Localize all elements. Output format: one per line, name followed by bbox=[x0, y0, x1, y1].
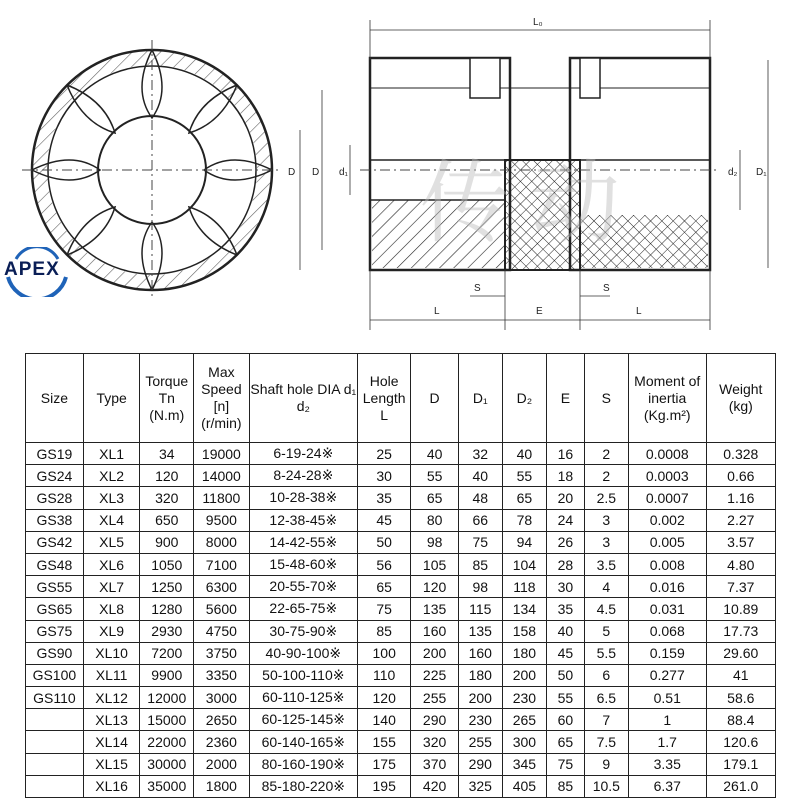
table-cell: 29.60 bbox=[706, 642, 775, 664]
table-cell: GS38 bbox=[26, 509, 84, 531]
dim-L-left: L bbox=[434, 306, 440, 317]
table-cell: XL2 bbox=[83, 465, 140, 487]
table-cell: 40 bbox=[411, 443, 458, 465]
table-cell: 0.005 bbox=[628, 531, 706, 553]
table-cell: 225 bbox=[411, 664, 458, 686]
table-cell: 60 bbox=[546, 709, 584, 731]
table-row bbox=[26, 664, 776, 686]
table-cell: GS90 bbox=[26, 642, 84, 664]
table-cell: 4 bbox=[584, 576, 628, 598]
table-cell: 120 bbox=[357, 687, 411, 709]
table-cell: 155 bbox=[357, 731, 411, 753]
table-cell: 6300 bbox=[194, 576, 250, 598]
coupling-drawing bbox=[0, 0, 800, 340]
table-cell: 180 bbox=[502, 642, 546, 664]
table-cell: 65 bbox=[502, 487, 546, 509]
table-cell: 85 bbox=[458, 553, 502, 575]
table-cell: 1280 bbox=[140, 598, 194, 620]
table-cell: 88.4 bbox=[706, 709, 775, 731]
table-cell: XL13 bbox=[83, 709, 140, 731]
table-cell: 85-180-220※ bbox=[249, 775, 357, 797]
dim-S-right: S bbox=[603, 283, 610, 294]
table-cell: 22-65-75※ bbox=[249, 598, 357, 620]
table-cell: 230 bbox=[502, 687, 546, 709]
table-cell: 35 bbox=[546, 598, 584, 620]
table-cell: 6.5 bbox=[584, 687, 628, 709]
table-row bbox=[26, 509, 776, 531]
table-cell: 200 bbox=[411, 642, 458, 664]
table-cell: 85 bbox=[546, 775, 584, 797]
table-cell: 30000 bbox=[140, 753, 194, 775]
table-cell: 7 bbox=[584, 709, 628, 731]
table-cell: 10.5 bbox=[584, 775, 628, 797]
dim-D1: D₁ bbox=[756, 167, 767, 178]
table-cell: GS48 bbox=[26, 553, 84, 575]
table-cell: 900 bbox=[140, 531, 194, 553]
dim-D-small: D bbox=[312, 167, 320, 178]
table-cell: 14-42-55※ bbox=[249, 531, 357, 553]
header-max-speed: Max Speed [n] (r/min) bbox=[194, 354, 250, 443]
table-cell: 25 bbox=[357, 443, 411, 465]
table-cell: 0.068 bbox=[628, 620, 706, 642]
table-cell: 265 bbox=[502, 709, 546, 731]
table-cell: 2.5 bbox=[584, 487, 628, 509]
table-cell: 3.57 bbox=[706, 531, 775, 553]
table-cell: 7.37 bbox=[706, 576, 775, 598]
table-cell: 2360 bbox=[194, 731, 250, 753]
table-cell: 0.51 bbox=[628, 687, 706, 709]
table-cell: 0.008 bbox=[628, 553, 706, 575]
table-cell: 65 bbox=[357, 576, 411, 598]
table-row bbox=[26, 465, 776, 487]
table-cell: 50-100-110※ bbox=[249, 664, 357, 686]
table-cell: 420 bbox=[411, 775, 458, 797]
table-row bbox=[26, 753, 776, 775]
table-cell: 40-90-100※ bbox=[249, 642, 357, 664]
table-cell: XL14 bbox=[83, 731, 140, 753]
header-D2: D₂ bbox=[502, 354, 546, 443]
table-cell: GS42 bbox=[26, 531, 84, 553]
table-cell: 75 bbox=[357, 598, 411, 620]
table-cell: 175 bbox=[357, 753, 411, 775]
table-cell: 45 bbox=[546, 642, 584, 664]
table-cell: 5600 bbox=[194, 598, 250, 620]
table-cell: XL10 bbox=[83, 642, 140, 664]
table-cell: 0.002 bbox=[628, 509, 706, 531]
table-cell: 104 bbox=[502, 553, 546, 575]
table-cell: 50 bbox=[546, 664, 584, 686]
table-cell: 370 bbox=[411, 753, 458, 775]
table-cell: 55 bbox=[546, 687, 584, 709]
table-cell: 4.80 bbox=[706, 553, 775, 575]
table-row bbox=[26, 620, 776, 642]
table-cell: 40 bbox=[502, 443, 546, 465]
table-cell: 30 bbox=[546, 576, 584, 598]
table-cell bbox=[26, 753, 84, 775]
table-cell: 3000 bbox=[194, 687, 250, 709]
table-cell: 290 bbox=[458, 753, 502, 775]
table-cell: XL8 bbox=[83, 598, 140, 620]
dim-d1: d₁ bbox=[339, 167, 348, 178]
table-cell: 3.5 bbox=[584, 553, 628, 575]
table-row bbox=[26, 443, 776, 465]
header-weight: Weight (kg) bbox=[706, 354, 775, 443]
table-cell: 24 bbox=[546, 509, 584, 531]
table-cell: 75 bbox=[458, 531, 502, 553]
table-cell: 120 bbox=[411, 576, 458, 598]
table-cell: 8-24-28※ bbox=[249, 465, 357, 487]
table-cell: XL16 bbox=[83, 775, 140, 797]
table-cell: 255 bbox=[458, 731, 502, 753]
table-cell: 30-75-90※ bbox=[249, 620, 357, 642]
table-cell: 10.89 bbox=[706, 598, 775, 620]
table-cell: 1800 bbox=[194, 775, 250, 797]
table-cell: 261.0 bbox=[706, 775, 775, 797]
table-cell: 28 bbox=[546, 553, 584, 575]
table-cell: 3750 bbox=[194, 642, 250, 664]
table-cell: 1.7 bbox=[628, 731, 706, 753]
table-cell: 94 bbox=[502, 531, 546, 553]
table-cell: 105 bbox=[411, 553, 458, 575]
table-cell: XL1 bbox=[83, 443, 140, 465]
table-cell: XL4 bbox=[83, 509, 140, 531]
table-cell: 120 bbox=[140, 465, 194, 487]
table-cell: XL9 bbox=[83, 620, 140, 642]
header-shaft-hole: Shaft hole DIA d₁ d₂ bbox=[249, 354, 357, 443]
table-cell: 20-55-70※ bbox=[249, 576, 357, 598]
table-cell: 135 bbox=[411, 598, 458, 620]
table-cell: 85 bbox=[357, 620, 411, 642]
table-header-row bbox=[26, 354, 776, 443]
header-D1: D₁ bbox=[458, 354, 502, 443]
table-cell: 58.6 bbox=[706, 687, 775, 709]
table-cell bbox=[26, 709, 84, 731]
dim-S-left: S bbox=[474, 283, 481, 294]
table-cell: 110 bbox=[357, 664, 411, 686]
table-cell: 255 bbox=[411, 687, 458, 709]
table-cell: 0.031 bbox=[628, 598, 706, 620]
table-cell: 0.0008 bbox=[628, 443, 706, 465]
table-cell: XL7 bbox=[83, 576, 140, 598]
table-cell: 3.35 bbox=[628, 753, 706, 775]
header-torque: Torque Tn (N.m) bbox=[140, 354, 194, 443]
header-inertia: Moment of inertia (Kg.m²) bbox=[628, 354, 706, 443]
table-cell: 1 bbox=[628, 709, 706, 731]
header-hole-length: Hole Length L bbox=[357, 354, 411, 443]
table-cell: 9900 bbox=[140, 664, 194, 686]
table-cell: 3350 bbox=[194, 664, 250, 686]
table-cell: GS24 bbox=[26, 465, 84, 487]
table-cell: 32 bbox=[458, 443, 502, 465]
dim-L-right: L bbox=[636, 306, 642, 317]
table-cell: 345 bbox=[502, 753, 546, 775]
table-cell: 80 bbox=[411, 509, 458, 531]
table-cell: 115 bbox=[458, 598, 502, 620]
table-row bbox=[26, 553, 776, 575]
table-cell bbox=[26, 731, 84, 753]
table-cell: 2930 bbox=[140, 620, 194, 642]
table-cell: 48 bbox=[458, 487, 502, 509]
table-cell: 6 bbox=[584, 664, 628, 686]
table-cell: 320 bbox=[140, 487, 194, 509]
table-cell: 98 bbox=[458, 576, 502, 598]
dim-E: E bbox=[536, 306, 543, 317]
table-cell: GS28 bbox=[26, 487, 84, 509]
table-cell: 5.5 bbox=[584, 642, 628, 664]
table-cell: 160 bbox=[458, 642, 502, 664]
table-cell: 2000 bbox=[194, 753, 250, 775]
table-cell: 1250 bbox=[140, 576, 194, 598]
table-cell: 78 bbox=[502, 509, 546, 531]
table-cell: XL3 bbox=[83, 487, 140, 509]
header-E: E bbox=[546, 354, 584, 443]
table-cell: 45 bbox=[357, 509, 411, 531]
table-cell: GS110 bbox=[26, 687, 84, 709]
table-cell: 134 bbox=[502, 598, 546, 620]
table-cell: 75 bbox=[546, 753, 584, 775]
table-cell: 2 bbox=[584, 465, 628, 487]
table-cell: 230 bbox=[458, 709, 502, 731]
table-row bbox=[26, 642, 776, 664]
table-cell: 160 bbox=[411, 620, 458, 642]
table-cell: 60-110-125※ bbox=[249, 687, 357, 709]
table-cell: 195 bbox=[357, 775, 411, 797]
spec-table bbox=[25, 353, 776, 798]
table-cell: 118 bbox=[502, 576, 546, 598]
table-cell: 60-125-145※ bbox=[249, 709, 357, 731]
table-cell bbox=[26, 775, 84, 797]
table-cell: 3 bbox=[584, 509, 628, 531]
dim-L0: L₀ bbox=[533, 17, 543, 28]
table-cell: 34 bbox=[140, 443, 194, 465]
table-cell: 1050 bbox=[140, 553, 194, 575]
table-cell: 325 bbox=[458, 775, 502, 797]
table-cell: 1.16 bbox=[706, 487, 775, 509]
table-row bbox=[26, 731, 776, 753]
table-cell: GS65 bbox=[26, 598, 84, 620]
table-cell: 158 bbox=[502, 620, 546, 642]
table-cell: 15-48-60※ bbox=[249, 553, 357, 575]
table-cell: 650 bbox=[140, 509, 194, 531]
table-cell: 80-160-190※ bbox=[249, 753, 357, 775]
table-cell: 40 bbox=[546, 620, 584, 642]
dim-D: D bbox=[288, 167, 296, 178]
table-cell: 4750 bbox=[194, 620, 250, 642]
table-cell: 135 bbox=[458, 620, 502, 642]
table-cell: 12-38-45※ bbox=[249, 509, 357, 531]
table-cell: 19000 bbox=[194, 443, 250, 465]
table-cell: 290 bbox=[411, 709, 458, 731]
table-cell: 0.0003 bbox=[628, 465, 706, 487]
table-cell: 65 bbox=[411, 487, 458, 509]
table-cell: 9500 bbox=[194, 509, 250, 531]
table-cell: 16 bbox=[546, 443, 584, 465]
table-cell: 180 bbox=[458, 664, 502, 686]
table-row bbox=[26, 487, 776, 509]
header-S: S bbox=[584, 354, 628, 443]
table-cell: 405 bbox=[502, 775, 546, 797]
table-cell: 5 bbox=[584, 620, 628, 642]
table-cell: 7100 bbox=[194, 553, 250, 575]
table-cell: 0.328 bbox=[706, 443, 775, 465]
table-cell: XL11 bbox=[83, 664, 140, 686]
table-cell: 200 bbox=[502, 664, 546, 686]
table-cell: GS75 bbox=[26, 620, 84, 642]
table-cell: 9 bbox=[584, 753, 628, 775]
table-cell: 30 bbox=[357, 465, 411, 487]
table-cell: 0.016 bbox=[628, 576, 706, 598]
table-row bbox=[26, 775, 776, 797]
table-cell: 40 bbox=[458, 465, 502, 487]
table-cell: 60-140-165※ bbox=[249, 731, 357, 753]
table-cell: 6-19-24※ bbox=[249, 443, 357, 465]
table-cell: GS55 bbox=[26, 576, 84, 598]
table-cell: 140 bbox=[357, 709, 411, 731]
table-cell: XL15 bbox=[83, 753, 140, 775]
table-cell: 65 bbox=[546, 731, 584, 753]
table-row bbox=[26, 576, 776, 598]
table-row bbox=[26, 531, 776, 553]
table-body bbox=[26, 443, 776, 798]
table-cell: XL5 bbox=[83, 531, 140, 553]
table-cell: 35 bbox=[357, 487, 411, 509]
table-cell: XL12 bbox=[83, 687, 140, 709]
watermark: 传动 bbox=[420, 151, 640, 256]
dim-d2: d₂ bbox=[728, 167, 738, 178]
table-cell: 17.73 bbox=[706, 620, 775, 642]
table-cell: 2650 bbox=[194, 709, 250, 731]
table-cell: 41 bbox=[706, 664, 775, 686]
table-cell: 0.159 bbox=[628, 642, 706, 664]
table-cell: 8000 bbox=[194, 531, 250, 553]
table-cell: 18 bbox=[546, 465, 584, 487]
table-cell: 22000 bbox=[140, 731, 194, 753]
table-cell: 55 bbox=[411, 465, 458, 487]
table-cell: 4.5 bbox=[584, 598, 628, 620]
table-cell: 12000 bbox=[140, 687, 194, 709]
table-cell: 20 bbox=[546, 487, 584, 509]
table-cell: 98 bbox=[411, 531, 458, 553]
table-cell: 2 bbox=[584, 443, 628, 465]
table-cell: 56 bbox=[357, 553, 411, 575]
table-cell: 6.37 bbox=[628, 775, 706, 797]
table-cell: 0.66 bbox=[706, 465, 775, 487]
table-cell: 200 bbox=[458, 687, 502, 709]
table-cell: 14000 bbox=[194, 465, 250, 487]
apex-logo-text: APEX bbox=[4, 259, 60, 280]
table-cell: 15000 bbox=[140, 709, 194, 731]
table-cell: 66 bbox=[458, 509, 502, 531]
table-cell: 100 bbox=[357, 642, 411, 664]
table-cell: 3 bbox=[584, 531, 628, 553]
table-cell: 35000 bbox=[140, 775, 194, 797]
table-cell: 0.277 bbox=[628, 664, 706, 686]
table-cell: 11800 bbox=[194, 487, 250, 509]
table-row bbox=[26, 598, 776, 620]
table-cell: 0.0007 bbox=[628, 487, 706, 509]
table-row bbox=[26, 709, 776, 731]
table-cell: GS100 bbox=[26, 664, 84, 686]
table-cell: XL6 bbox=[83, 553, 140, 575]
table-cell: 300 bbox=[502, 731, 546, 753]
table-cell: 179.1 bbox=[706, 753, 775, 775]
table-cell: 26 bbox=[546, 531, 584, 553]
table-cell: 7.5 bbox=[584, 731, 628, 753]
table-cell: GS19 bbox=[26, 443, 84, 465]
table-cell: 55 bbox=[502, 465, 546, 487]
table-row bbox=[26, 687, 776, 709]
table-cell: 50 bbox=[357, 531, 411, 553]
header-type: Type bbox=[83, 354, 140, 443]
table-cell: 2.27 bbox=[706, 509, 775, 531]
table-cell: 7200 bbox=[140, 642, 194, 664]
table-cell: 120.6 bbox=[706, 731, 775, 753]
table-cell: 320 bbox=[411, 731, 458, 753]
header-D: D bbox=[411, 354, 458, 443]
table-cell: 10-28-38※ bbox=[249, 487, 357, 509]
header-size: Size bbox=[26, 354, 84, 443]
